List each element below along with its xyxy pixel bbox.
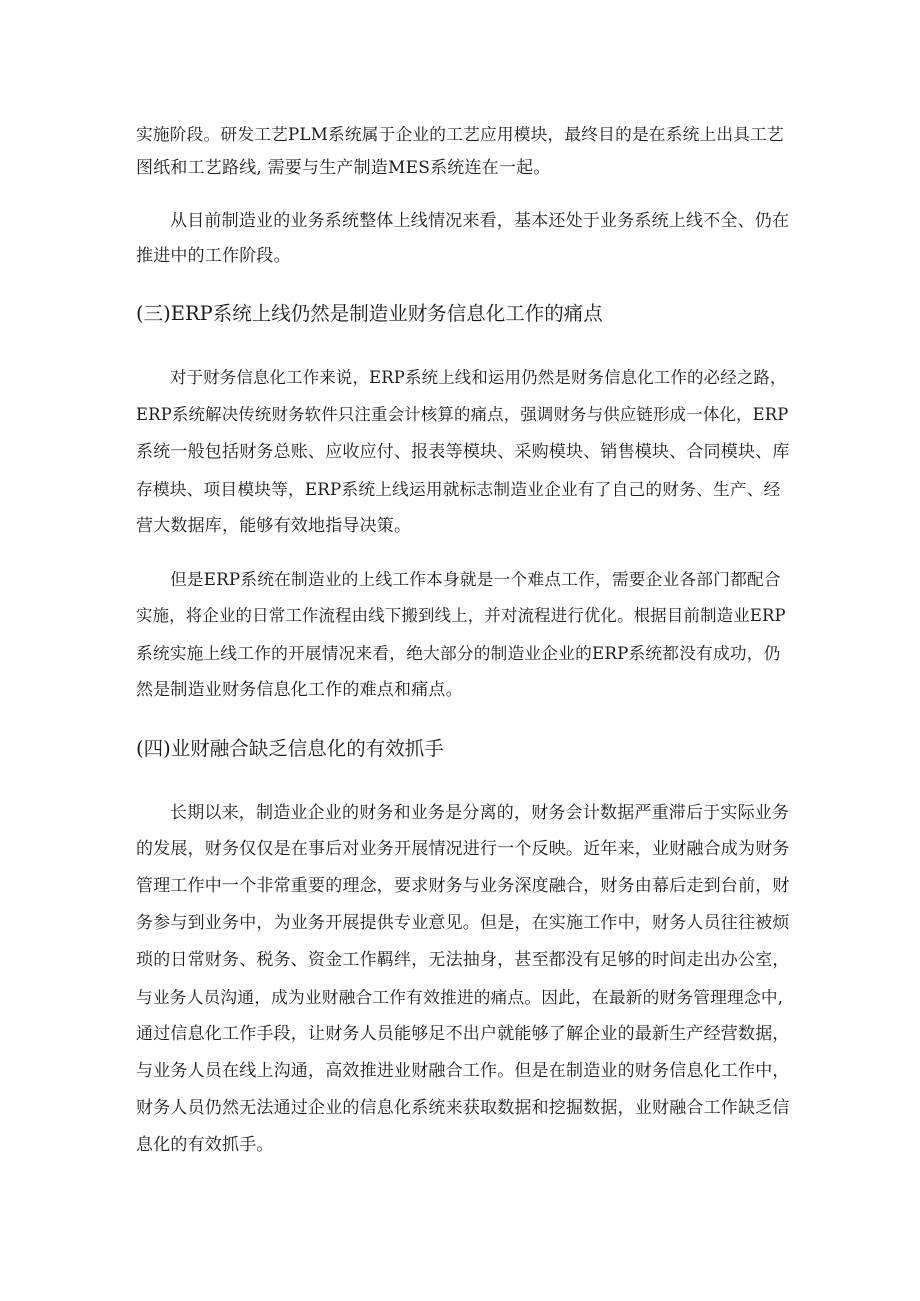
paragraph-line: 然是制造业财务信息化工作的难点和痛点。 (136, 680, 463, 700)
paragraph-line: 存模块、项目模块等，ERP系统上线运用就标志制造业企业有了自己的财务、生产、经 (136, 479, 781, 499)
paragraph-line: 但是ERP系统在制造业的上线工作本身就是一个难点工作，需要企业各部门都配合 (170, 569, 781, 589)
paragraph-line: 实施，将企业的日常工作流程由线下搬到线上，并对流程进行优化。根据目前制造业ERP (136, 606, 786, 625)
paragraph-line: 实施阶段。研发工艺PLM系统属于企业的工艺应用模块，最终目的是在系统上出具工艺 (136, 124, 784, 144)
paragraph-line: 通过信息化工作手段，让财务人员能够足不出户就能够了解企业的最新生产经营数据， (136, 1024, 790, 1044)
section-heading: (三)ERP系统上线仍然是制造业财务信息化工作的痛点 (136, 302, 603, 325)
paragraph-line: 从目前制造业的业务系统整体上线情况来看，基本还处于业务系统上线不全、仍在 (170, 211, 790, 231)
paragraph-line: 图纸和工艺路线, 需要与生产制造MES系统连在一起。 (136, 158, 551, 178)
paragraph-line: 管理工作中一个非常重要的理念，要求财务与业务深度融合，财务由幕后走到台前，财 (136, 876, 790, 896)
paragraph-line: 琐的日常财务、税务、资金工作羁绊，无法抽身，甚至都没有足够的时间走出办公室， (136, 950, 790, 970)
paragraph-line: 推进中的工作阶段。 (136, 246, 291, 266)
paragraph-line: 长期以来，制造业企业的财务和业务是分离的，财务会计数据严重滞后于实际业务 (170, 803, 790, 823)
paragraph-line: ERP系统解决传统财务软件只注重会计核算的痛点，强调财务与供应链形成一体化，ERP (136, 405, 789, 424)
paragraph-line: 系统一般包括财务总账、应收应付、报表等模块、采购模块、销售模块、合同模块、库 (136, 442, 790, 462)
paragraph-line: 务参与到业务中，为业务开展提供专业意见。但是，在实施工作中，财务人员往往被烦 (136, 913, 790, 933)
paragraph-line: 与业务人员沟通，成为业财融合工作有效推进的痛点。因此，在最新的财务管理理念中, (136, 987, 784, 1007)
paragraph-line: 息化的有效抓手。 (136, 1135, 274, 1155)
paragraph-line: 系统实施上线工作的开展情况来看，绝大部分的制造业企业的ERP系统都没有成功，仍 (136, 643, 781, 663)
section-heading: (四)业财融合缺乏信息化的有效抓手 (136, 737, 444, 760)
paragraph-line: 对于财务信息化工作来说，ERP系统上线和运用仍然是财务信息化工作的必经之路， (170, 368, 787, 387)
paragraph-line: 的发展，财务仅仅是在事后对业务开展情况进行一个反映。近年来，业财融合成为财务 (136, 839, 790, 859)
paragraph-line: 与业务人员在线上沟通，高效推进业财融合工作。但是在制造业的财务信息化工作中， (136, 1061, 790, 1081)
paragraph-line: 财务人员仍然无法通过企业的信息化系统来获取数据和挖掘数据，业财融合工作缺乏信 (136, 1098, 790, 1118)
paragraph-line: 营大数据库，能够有效地指导决策。 (136, 516, 412, 536)
